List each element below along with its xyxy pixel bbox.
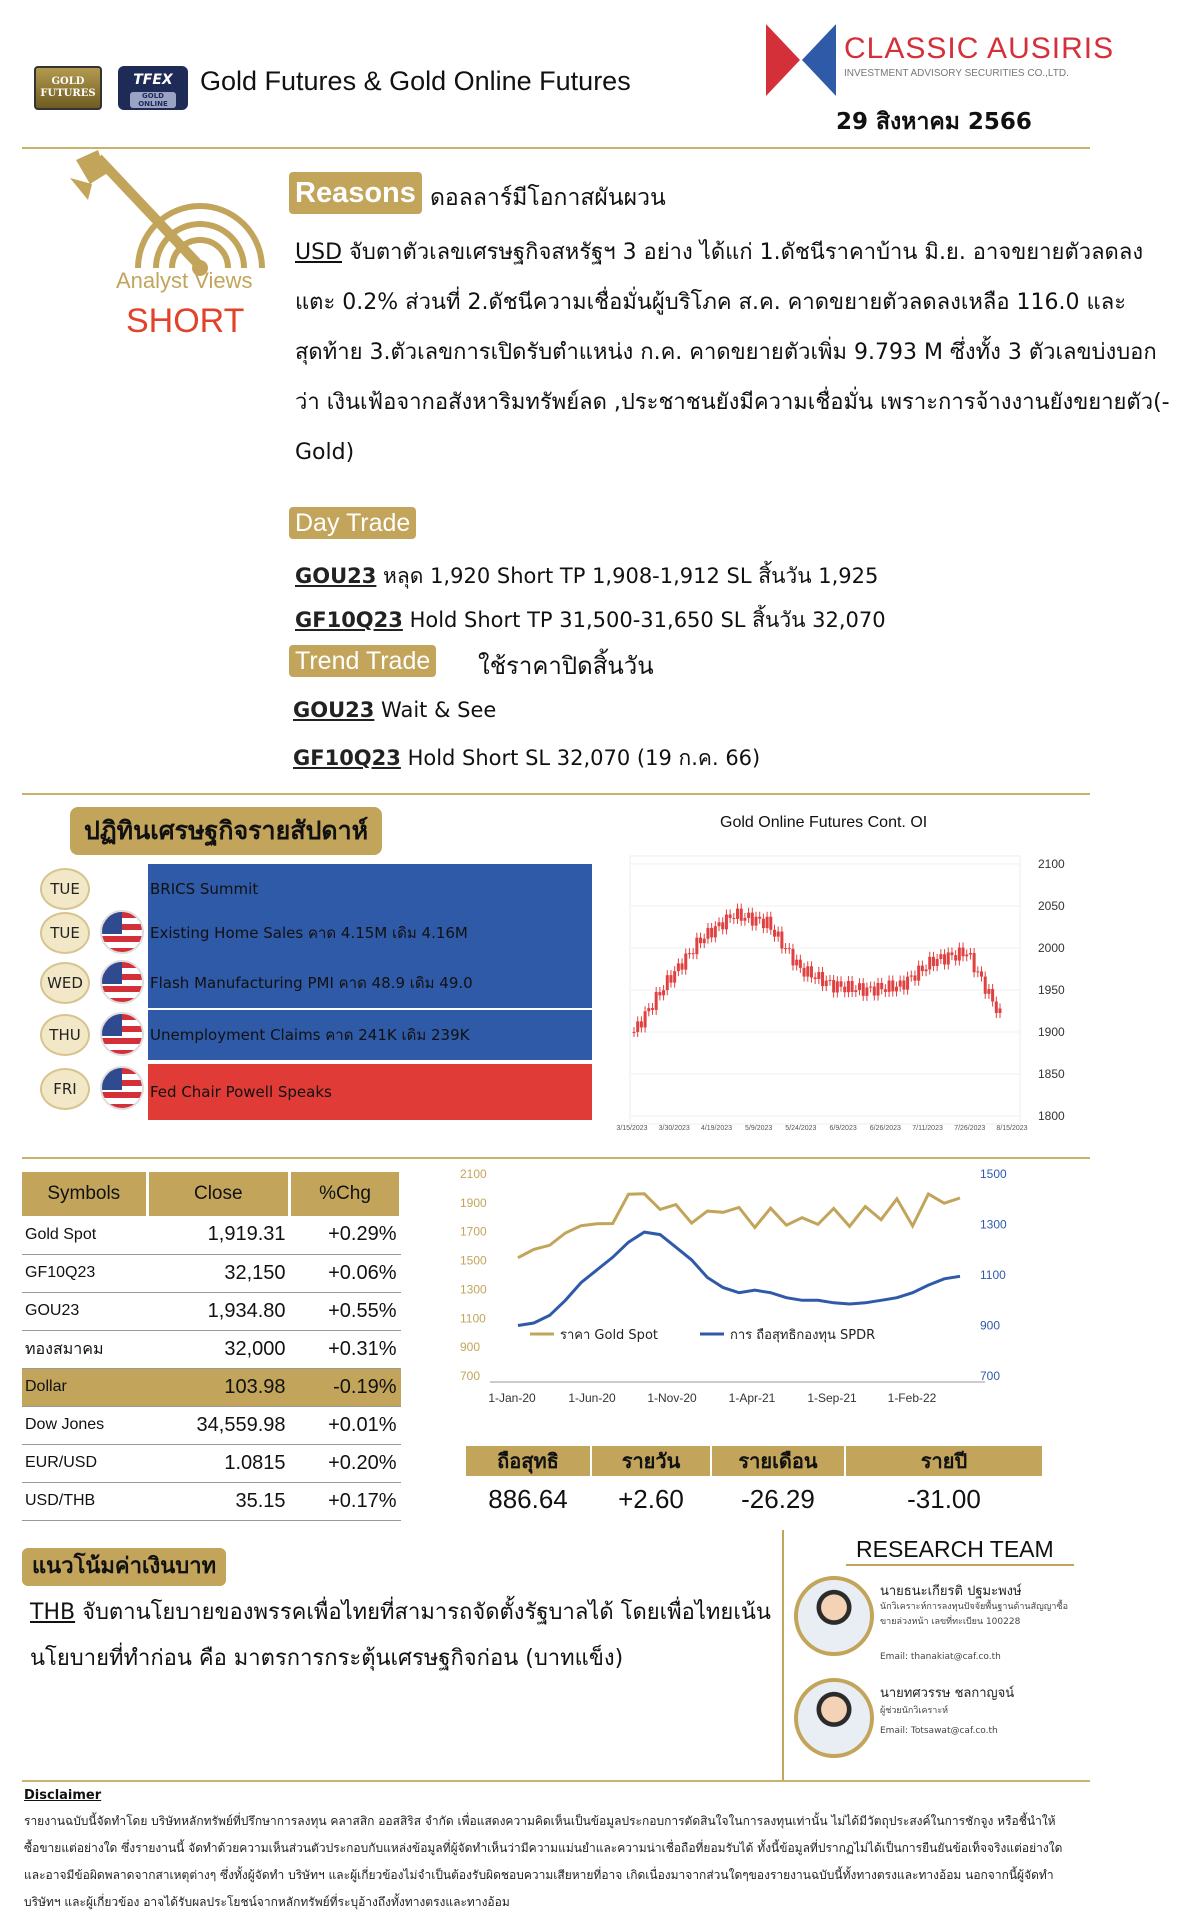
candle-body [840, 981, 843, 986]
cell-symbol: ทองสมาคม [22, 1330, 147, 1368]
cell-chg: +0.31% [290, 1330, 401, 1368]
cell-close: 32,000 [147, 1330, 290, 1368]
right-tick-label: 1100 [980, 1268, 1006, 1282]
candle-body [699, 938, 702, 944]
candle-body [932, 957, 935, 966]
calendar-event: Unemployment Claims คาด 241K เดิม 239K [148, 1010, 592, 1060]
x-tick-label: 1-Jun-20 [568, 1391, 616, 1405]
day-trade-line [295, 560, 878, 593]
candle-body [991, 989, 994, 1002]
classic-ausiris-logo-icon [766, 24, 836, 96]
candle-body [799, 960, 802, 968]
candle-body [884, 989, 887, 992]
brand-name: CLASSIC AUSIRIS [844, 32, 1115, 65]
cell-chg: +0.01% [290, 1406, 401, 1444]
holdings-value: -26.29 [741, 1484, 815, 1514]
member-name: นายธนะเกียรติ ปฐมะพงษ์ [880, 1584, 1022, 1599]
holdings-header: ถือสุทธิ [466, 1446, 590, 1476]
candle-body [721, 922, 724, 929]
baht-body [30, 1590, 790, 1682]
holdings-value: -31.00 [907, 1484, 981, 1514]
candle-body [913, 975, 916, 980]
candle-body [795, 960, 798, 966]
baht-keyword: THB [30, 1600, 76, 1625]
candle-body [843, 987, 846, 993]
avatar [794, 1576, 874, 1656]
cell-chg: +0.29% [290, 1216, 401, 1254]
brand-subtitle: INVESTMENT ADVISORY SECURITIES CO.,LTD. [844, 68, 1069, 79]
gold-spdr-chart-svg [440, 1162, 1040, 1432]
candle-body [987, 989, 990, 994]
report-date: 29 สิงหาคม 2566 [836, 109, 1032, 135]
candle-body [873, 987, 876, 996]
left-tick-label: 700 [460, 1369, 481, 1383]
reasons-tag: Reasons [289, 172, 422, 214]
col-header-close: Close [147, 1172, 290, 1216]
candle-body [995, 1002, 998, 1013]
legend-label: ราคา Gold Spot [560, 1328, 658, 1343]
candle-body [747, 913, 750, 918]
candle-body [943, 954, 946, 964]
us-flag-icon [100, 910, 144, 954]
cell-chg: +0.55% [290, 1292, 401, 1330]
avatar [794, 1678, 874, 1758]
y-tick-label: 2050 [1038, 899, 1065, 913]
candle-body [788, 948, 791, 949]
us-flag-icon [100, 960, 144, 1004]
candle-body [688, 953, 691, 954]
candle-body [780, 932, 783, 949]
candle-body [644, 1011, 647, 1027]
y-tick-label: 1850 [1038, 1067, 1065, 1081]
left-tick-label: 1100 [460, 1311, 486, 1326]
calendar-day: TUE [40, 912, 90, 954]
oi-chart-title: Gold Online Futures Cont. OI [720, 814, 928, 831]
day-trade-tag: Day Trade [289, 507, 416, 539]
cell-chg: +0.20% [290, 1444, 401, 1482]
price-table [22, 1172, 402, 1521]
trend-trade-tag: Trend Trade [289, 645, 436, 677]
left-tick-label: 1900 [460, 1195, 487, 1210]
candle-body [751, 913, 754, 926]
candle-body [817, 972, 820, 979]
candle-body [969, 953, 972, 955]
member-name: นายทศวรรษ ชลกาญจน์ [880, 1686, 1015, 1701]
candle-body [925, 969, 928, 971]
table-row [22, 1482, 401, 1520]
candle-body [973, 953, 976, 972]
candle-body [755, 917, 758, 926]
holdings-header: รายเดือน [712, 1446, 844, 1476]
candle-body [669, 975, 672, 982]
target-arrow-icon [68, 148, 268, 278]
oi-chart-svg [600, 810, 1090, 1130]
candle-body [902, 981, 905, 990]
candle-body [965, 954, 968, 956]
candle-body [658, 992, 661, 995]
calendar-event: BRICS Summit [148, 864, 592, 914]
table-row [22, 1406, 401, 1444]
x-tick-label: 5/24/2023 [785, 1125, 817, 1130]
trade-text: Hold Short TP 31,500-31,650 SL สิ้นวัน 32,070 [402, 608, 886, 632]
trade-symbol: GOU23 [295, 564, 377, 588]
cell-close: 35.15 [147, 1482, 290, 1520]
right-tick-label: 900 [980, 1318, 1001, 1333]
x-tick-label: 7/26/2023 [954, 1125, 986, 1130]
candle-body [791, 949, 794, 966]
candle-body [651, 1008, 654, 1010]
team-divider [782, 1530, 784, 1782]
y-tick-label: 1950 [1038, 983, 1065, 997]
candle-body [984, 977, 987, 994]
candle-body [692, 953, 695, 954]
trend-trade-line [293, 698, 496, 722]
candle-body [954, 955, 957, 960]
candle-body [947, 952, 950, 964]
calendar-day: WED [40, 962, 90, 1004]
candle-body [673, 971, 676, 982]
x-tick-label: 5/9/2023 [745, 1125, 773, 1130]
divider [22, 1157, 1090, 1159]
oi-chart [600, 810, 1090, 1130]
candle-body [773, 930, 776, 937]
reasons-title: ดอลลาร์มีโอกาสผันผวน [430, 185, 666, 211]
table-row [22, 1292, 401, 1330]
calendar-title: ปฏิทินเศรษฐกิจรายสัปดาห์ [70, 807, 382, 855]
cell-symbol: Dow Jones [22, 1406, 147, 1444]
cell-close: 1,919.31 [147, 1216, 290, 1254]
candle-body [928, 957, 931, 970]
candle-body [936, 959, 939, 966]
analyst-view-value: SHORT [126, 302, 245, 340]
cell-chg: +0.17% [290, 1482, 401, 1520]
cell-symbol: GOU23 [22, 1292, 147, 1330]
trade-text: หลุด 1,920 Short TP 1,908-1,912 SL สิ้นวัน 1,925 [376, 564, 879, 588]
candle-body [865, 987, 868, 995]
calendar-day: FRI [40, 1068, 90, 1110]
cell-chg: -0.19% [290, 1368, 401, 1406]
x-tick-label: 4/19/2023 [700, 1125, 733, 1130]
gold-futures-logo: GOLD FUTURES [34, 66, 102, 110]
candle-body [729, 915, 732, 918]
candle-body [869, 987, 872, 988]
candle-body [880, 983, 883, 989]
member-email: Email: Totsawat@caf.co.th [880, 1726, 998, 1736]
candle-body [633, 1032, 636, 1033]
candle-body [806, 966, 809, 976]
candle-body [666, 975, 669, 990]
candle-body [854, 990, 857, 992]
table-row [22, 1330, 401, 1368]
candle-body [980, 971, 983, 976]
member-role: ผู้ช่วยนักวิเคราะห์ [880, 1706, 949, 1716]
candle-body [655, 992, 658, 1010]
candle-body [706, 928, 709, 939]
candle-body [891, 980, 894, 991]
candle-body [766, 917, 769, 928]
baht-text: จับตานโยบายของพรรคเพื่อไทยที่สามารถจัดตั้งรัฐบาลได้ โดยเพื่อไทยเน้นนโยบายที่ทำก่อน คือ มาตรการกระตุ้นเศรษฐกิจก่อน (บาทแข็ง) [30, 1600, 771, 1671]
candle-body [958, 948, 961, 961]
x-tick-label: 1-Jan-20 [488, 1391, 536, 1405]
gold-spdr-chart [440, 1162, 1040, 1432]
holdings-header: รายวัน [592, 1446, 710, 1476]
table-row [22, 1444, 401, 1482]
calendar-day: TUE [40, 868, 90, 910]
x-tick-label: 3/30/2023 [658, 1125, 690, 1130]
x-tick-label: 6/26/2023 [869, 1125, 901, 1130]
candle-body [710, 928, 713, 937]
series-line [518, 1232, 960, 1325]
candle-body [825, 981, 828, 986]
right-tick-label: 1500 [980, 1167, 1007, 1181]
candle-body [950, 952, 953, 955]
divider [22, 1780, 1090, 1782]
candle-body [662, 990, 665, 995]
trade-symbol: GF10Q23 [295, 608, 403, 632]
candle-body [803, 968, 806, 977]
candle-body [851, 981, 854, 992]
candle-body [858, 983, 861, 990]
candle-body [895, 987, 898, 992]
trend-trade-note: ใช้ราคาปิดสิ้นวัน [478, 652, 654, 680]
y-tick-label: 2000 [1038, 941, 1065, 955]
baht-trend-tag: แนวโน้มค่าเงินบาท [22, 1548, 226, 1586]
x-tick-label: 6/9/2023 [829, 1125, 857, 1130]
y-tick-label: 1800 [1038, 1109, 1065, 1123]
x-tick-label: 7/11/2023 [912, 1125, 943, 1130]
left-tick-label: 1500 [460, 1253, 487, 1268]
candle-body [736, 909, 739, 919]
cell-close: 32,150 [147, 1254, 290, 1292]
candle-body [718, 922, 721, 926]
disclaimer-title: Disclaimer [24, 1788, 102, 1803]
candle-body [836, 981, 839, 992]
candle-body [743, 918, 746, 921]
x-tick-label: 1-Feb-22 [887, 1391, 937, 1405]
trade-text: Wait & See [374, 698, 497, 722]
col-header-chg: %Chg [290, 1172, 401, 1216]
research-team-title: RESEARCH TEAM [856, 1536, 1054, 1562]
candle-body [962, 948, 965, 957]
candle-body [999, 1008, 1002, 1013]
candle-body [877, 983, 880, 996]
candle-body [740, 909, 743, 921]
us-flag-icon [100, 1066, 144, 1110]
candle-body [810, 966, 813, 977]
legend-label: การ ถือสุทธิกองทุน SPDR [730, 1328, 876, 1343]
candle-body [762, 919, 765, 928]
candle-body [862, 983, 865, 996]
cell-chg: +0.06% [290, 1254, 401, 1292]
divider [22, 793, 1090, 795]
holdings-header: รายปี [846, 1446, 1042, 1476]
left-tick-label: 1300 [460, 1282, 487, 1297]
x-tick-label: 3/15/2023 [616, 1125, 648, 1130]
trade-text: Hold Short SL 32,070 (19 ก.ค. 66) [400, 746, 761, 770]
candle-body [758, 917, 761, 919]
cell-close: 1,934.80 [147, 1292, 290, 1330]
candle-body [777, 932, 780, 937]
trade-symbol: GF10Q23 [293, 746, 401, 770]
cell-close: 103.98 [147, 1368, 290, 1406]
member-email: Email: thanakiat@caf.co.th [880, 1652, 1001, 1662]
candle-body [640, 1021, 643, 1027]
cell-symbol: Gold Spot [22, 1216, 147, 1254]
holdings-value: 886.64 [488, 1484, 568, 1514]
cell-close: 34,559.98 [147, 1406, 290, 1444]
trade-symbol: GOU23 [293, 698, 375, 722]
candle-body [725, 915, 728, 930]
candle-body [636, 1021, 639, 1032]
day-trade-line [295, 604, 886, 637]
calendar-day: THU [40, 1014, 90, 1056]
team-title-underline [846, 1564, 1074, 1566]
candle-body [899, 981, 902, 987]
cell-symbol: EUR/USD [22, 1444, 147, 1482]
candle-body [684, 954, 687, 970]
page-title: Gold Futures & Gold Online Futures [200, 66, 631, 96]
cell-symbol: Dollar [22, 1368, 147, 1406]
x-tick-label: 1-Sep-21 [807, 1391, 857, 1405]
left-tick-label: 2100 [460, 1167, 487, 1181]
left-tick-label: 1700 [460, 1224, 487, 1239]
x-tick-label: 1-Nov-20 [647, 1391, 697, 1405]
table-row [22, 1254, 401, 1292]
candle-body [814, 977, 817, 979]
x-tick-label: 1-Apr-21 [728, 1391, 776, 1405]
cell-symbol: USD/THB [22, 1482, 147, 1520]
candle-body [769, 917, 772, 930]
calendar-event: Flash Manufacturing PMI คาด 48.9 เดิม 49.0 [148, 958, 592, 1008]
disclaimer-body: รายงานฉบับนี้จัดทำโดย บริษัทหลักทรัพย์ที่ปรึกษาการลงทุน คลาสสิก ออสสิริส จำกัด เพื่อแสดงความคิดเห็นเป็นข้อมูลประกอบการตัดสินใจในการลงทุนเท่านั้น ไม่ได้มีวัตถุประสงค์ในการชักจูง หรือชี้นำให้ซื้อขายแต่อย่างใด ซึ่งรายงานนี้ จัดทำด้วยความเห็นส่วนตัวประกอบกับแหล่งข้อมูลที่ผู้จัดทำเห็นว่ามีความแม่นยำและความน่าเชื่อถือที่ยอมรับได้ ทั้งนี้ข้อมูลที่ปรากฏไม่ได้เป็นการยืนยันข้อเท็จจริงแต่อย่างใดและอาจมีข้อผิดพลาดจากสาเหตุต่างๆ ซึ่งทั้งผู้จัดทำ บริษัทฯ และผู้เกี่ยวข้องไม่จำเป็นต้องรับผิดชอบความเสียหายที่อาจ เกิดเนื่องมาจากส่วนใดๆของรายงานฉบับนี้ทั้งทางตรงและทางอ้อม นอกจากนี้ผู้จัดทำ บริษัทฯ และผู้เกี่ยวข้อง อาจได้รับผลประโยชน์จากหลักทรัพย์ที่ระบุอ้างถึงทั้งทางตรงและทางอ้อม [24, 1814, 1063, 1909]
candle-body [828, 980, 831, 981]
reasons-text: จับตาตัวเลขเศรษฐกิจสหรัฐฯ 3 อย่าง ได้แก่ 1.ดัชนีราคาบ้าน มิ.ย. อาจขยายตัวลดลงแตะ 0.2% ส่วนที่ 2.ดัชนีความเชื่อมั่นผู้บริโภค ส.ค. คาดขยายตัวลดลงเหลือ 116.0 และสุดท้าย 3.ตัวเลขการเปิดรับตำแหน่ง ก.ค. คาดขยายตัวเพิ่ม 9.793 M ซึ่งทั้ง 3 ตัวเลขบ่งบอกว่า เงินเฟ้อจากอสังหาริมทรัพย์ลด ,ประชาชนยังมีความเชื่อมั่น เพราะการจ้างงานยังขยายตัว(-Gold) [295, 240, 1170, 465]
y-tick-label: 1900 [1038, 1025, 1065, 1039]
us-flag-icon [100, 1012, 144, 1056]
reasons-body [295, 228, 1173, 478]
series-line [518, 1194, 960, 1258]
candle-body [976, 971, 979, 972]
y-tick-label: 2100 [1038, 857, 1065, 871]
candle-body [695, 938, 698, 955]
candle-body [906, 977, 909, 990]
left-tick-label: 900 [460, 1340, 481, 1355]
candle-body [681, 963, 684, 969]
candle-body [917, 966, 920, 981]
calendar-event: Fed Chair Powell Speaks [148, 1064, 592, 1120]
right-tick-label: 1300 [980, 1217, 1007, 1232]
candle-body [821, 972, 824, 986]
member-role: นักวิเคราะห์การลงทุนปัจจัยพื้นฐานด้านสัญญาซื้อขายล่วงหน้า เลขที่ทะเบียน 100228 [880, 1602, 1068, 1627]
right-tick-label: 700 [980, 1369, 1001, 1383]
candle-body [847, 981, 850, 992]
candle-body [703, 939, 706, 943]
candle-body [888, 980, 891, 991]
candle-body [677, 963, 680, 971]
holdings-value: +2.60 [618, 1484, 684, 1514]
calendar-event: Existing Home Sales คาด 4.15M เดิม 4.16M [148, 908, 592, 958]
table-row [22, 1368, 401, 1406]
candle-body [939, 954, 942, 959]
candle-body [832, 980, 835, 992]
x-tick-label: 8/15/2023 [996, 1125, 1028, 1130]
candle-body [714, 926, 717, 937]
cell-symbol: GF10Q23 [22, 1254, 147, 1292]
table-row [22, 1216, 401, 1254]
tfex-logo: TFEX GOLD ONLINE [118, 66, 188, 110]
cell-close: 1.0815 [147, 1444, 290, 1482]
candle-body [647, 1008, 650, 1011]
trend-trade-line [293, 742, 760, 775]
analyst-views-label: Analyst Views [116, 268, 253, 293]
candle-body [784, 948, 787, 949]
candle-body [732, 918, 735, 919]
candle-body [910, 975, 913, 976]
reasons-keyword: USD [295, 240, 343, 265]
candle-body [921, 966, 924, 972]
col-header-symbols: Symbols [22, 1172, 147, 1216]
